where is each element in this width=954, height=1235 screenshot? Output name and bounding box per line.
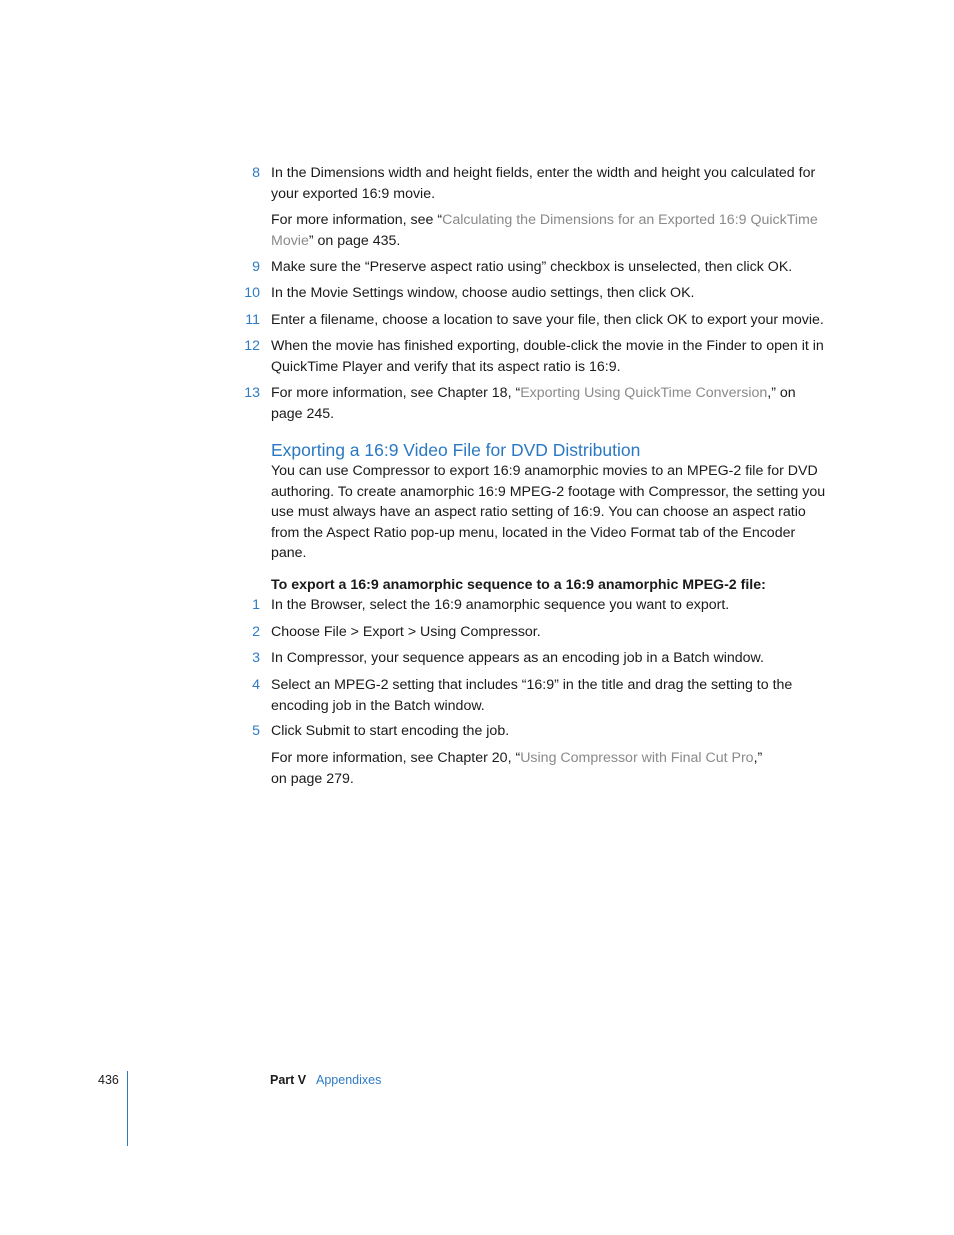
note-suffix: ” on page 435. xyxy=(308,232,401,249)
step-text: Enter a filename, choose a location to save your file, then click OK to export your movie. xyxy=(271,312,824,328)
step-number: 11 xyxy=(245,312,260,328)
step-number: 3 xyxy=(252,650,260,666)
step-text: In the Browser, select the 16:9 anamorphic sequence you want to export. xyxy=(271,597,730,613)
note-paragraph xyxy=(271,210,831,251)
section-heading: Exporting a 16:9 Video File for DVD Distribution xyxy=(271,440,641,460)
step-number: 2 xyxy=(252,624,260,640)
note-prefix: For more information, see “ xyxy=(271,212,443,228)
footer-section-label: Appendixes xyxy=(316,1073,382,1087)
note-paragraph xyxy=(271,748,781,789)
step-number: 13 xyxy=(244,385,260,401)
note-suffix: ,” on page 279. xyxy=(271,750,763,787)
step-number: 10 xyxy=(244,285,260,301)
page-number: 436 xyxy=(98,1073,119,1087)
step-text: Click Submit to start encoding the job. xyxy=(271,723,510,739)
step-number: 9 xyxy=(252,259,260,275)
cross-reference-link[interactable]: Exporting Using QuickTime Conversion xyxy=(520,385,768,401)
cross-reference-link[interactable]: Calculating the Dimensions for an Exported 16:9 QuickTime Movie xyxy=(271,212,818,249)
cross-reference-link[interactable]: Using Compressor with Final Cut Pro xyxy=(520,750,754,766)
step-text: Choose File > Export > Using Compressor. xyxy=(271,624,541,640)
step-prefix: For more information, see Chapter 18, “ xyxy=(271,385,521,401)
step-number: 12 xyxy=(244,338,260,354)
step-number: 5 xyxy=(252,723,260,739)
step-number: 8 xyxy=(252,165,260,181)
section-body: You can use Compressor to export 16:9 anamorphic movies to an MPEG-2 file for DVD authoring. To create anamorphic 16:9 MPEG-2 footage with Compressor, the setting you use must always have an aspect ratio setting of 16:9. You can choose an aspect ratio from the Aspect Ratio pop-up menu, located in the Video Format tab of the Encoder pane. xyxy=(271,463,826,561)
step-text: In Compressor, your sequence appears as an encoding job in a Batch window. xyxy=(271,650,764,666)
footer-part-label: Part V xyxy=(270,1073,307,1087)
step-text: Select an MPEG-2 setting that includes “16:9” in the title and drag the setting to the encoding job in the Batch window. xyxy=(271,677,793,714)
task-heading: To export a 16:9 anamorphic sequence to a 16:9 anamorphic MPEG-2 file: xyxy=(271,577,766,593)
footer-divider xyxy=(127,1071,128,1146)
step-text: When the movie has finished exporting, double-click the movie in the Finder to open it in QuickTime Player and verify that its aspect ratio is 16:9. xyxy=(271,338,824,375)
step-text: In the Dimensions width and height fields, enter the width and height you calculated for your exported 16:9 movie. xyxy=(271,165,816,202)
step-suffix: ,” on page 245. xyxy=(271,385,796,422)
step-number: 1 xyxy=(252,597,260,613)
step-text xyxy=(271,383,831,424)
note-prefix: For more information, see Chapter 20, “ xyxy=(271,750,521,766)
step-text: Make sure the “Preserve aspect ratio using” checkbox is unselected, then click OK. xyxy=(271,259,793,275)
step-text: In the Movie Settings window, choose audio settings, then click OK. xyxy=(271,285,695,301)
step-number: 4 xyxy=(252,677,260,693)
